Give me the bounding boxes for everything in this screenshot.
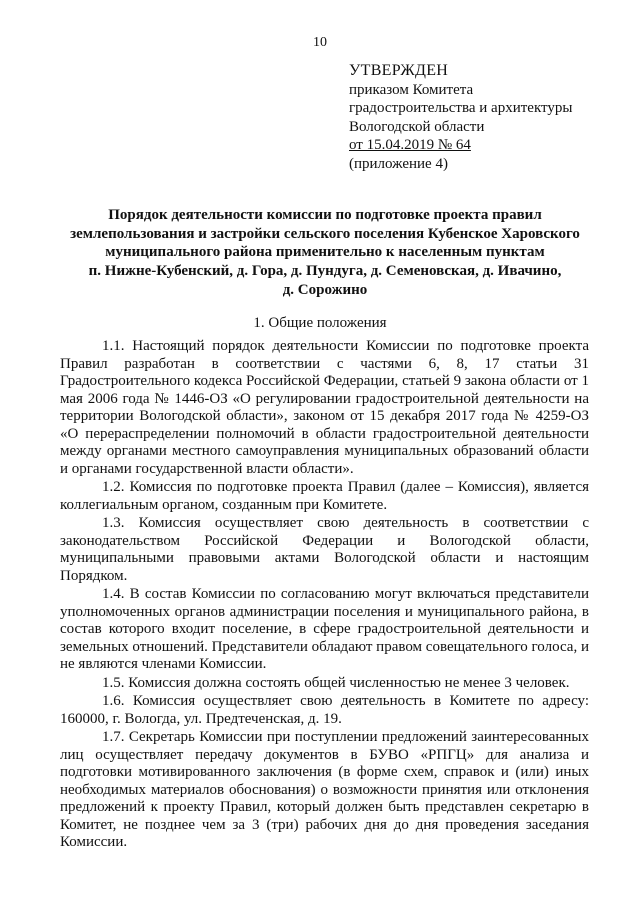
paragraph-1-5: 1.5. Комиссия должна состоять общей численностью не менее 3 человек. <box>102 674 570 691</box>
approval-line-1: приказом Комитета <box>349 81 474 98</box>
paragraph-1-4: 1.4. В состав Комиссии по согласованию могут включаться представители уполномоченных органов администрации поселения и муниципального района, в состав которого входит поселение, в сфере градостроительной деятельности и земельных отношений. Представители обладают правом совещательного голоса, и не являются членами Комиссии. <box>60 586 589 672</box>
approval-appendix: (приложение 4) <box>349 155 448 172</box>
section-heading: 1. Общие положения <box>253 315 387 331</box>
document-title <box>60 206 590 300</box>
paragraph-1-3: 1.3. Комиссия осуществляет свою деятельность в соответствии с законодательством Российской Федерации и Вологодской области, муниципальными правовыми актами Вологодской области и настоящим Порядком. <box>60 515 589 584</box>
approval-heading: УТВЕРЖДЕН <box>349 62 449 79</box>
paragraph-1-1: 1.1. Настоящий порядок деятельности Комиссии по подготовке проекта Правил разработан в соответствии с частями 6, 8, 17 статьи 31 Градостроительного кодекса Российской Федерации, статьей 9 закона области от 1 мая 2006 года № 1446-ОЗ «О регулировании градостроительной деятельности на территории Вологодской области», законом от 15 декабря 2017 года № 4259-ОЗ «О перераспределении полномочий в области градостроительной деятельности между органами местного самоуправления муниципальных образований области и органами государственной власти области». <box>60 338 589 477</box>
title-line: п. Нижне-Кубенский, д. Гора, д. Пундуга, д. Семеновская, д. Ивачино, <box>88 263 562 280</box>
title-line: землепользования и застройки сельского поселения Кубенское Харовского <box>70 225 580 242</box>
paragraph-1-7: 1.7. Секретарь Комиссии при поступлении предложений заинтересованных лиц осуществляет передачу документов в БУВО «РПГЦ» для анализа и подготовки мотивированного заключения (в форме схем, справок и (или) иных необходимых материалов обоснования) о возможности принятия или отклонения предложений к проекту Правил, который должен быть представлен секретарю в Комитет, не позднее чем за 3 (три) рабочих дня до дня проведения заседания Комиссии. <box>60 729 589 850</box>
paragraph-1-6: 1.6. Комиссия осуществляет свою деятельность в Комитете по адресу: 160000, г. Вологда, ул. Предтеченская, д. 19. <box>60 693 589 727</box>
paragraph-1-2: 1.2. Комиссия по подготовке проекта Правил (далее – Комиссия), является коллегиальным органом, созданным при Комитете. <box>60 479 589 513</box>
approval-stamp <box>349 62 629 173</box>
title-line: Порядок деятельности комиссии по подготовке проекта правил <box>108 207 542 223</box>
page-number: 10 <box>313 35 327 50</box>
approval-line-2: градостроительства и архитектуры <box>349 100 573 116</box>
approval-date: от 15.04.2019 № 64 <box>349 137 471 153</box>
approval-line-3: Вологодской области <box>349 118 485 135</box>
document-body <box>60 338 589 853</box>
title-line: д. Сорожино <box>282 281 368 298</box>
title-line: муниципального района применительно к населенным пунктам <box>105 244 545 261</box>
